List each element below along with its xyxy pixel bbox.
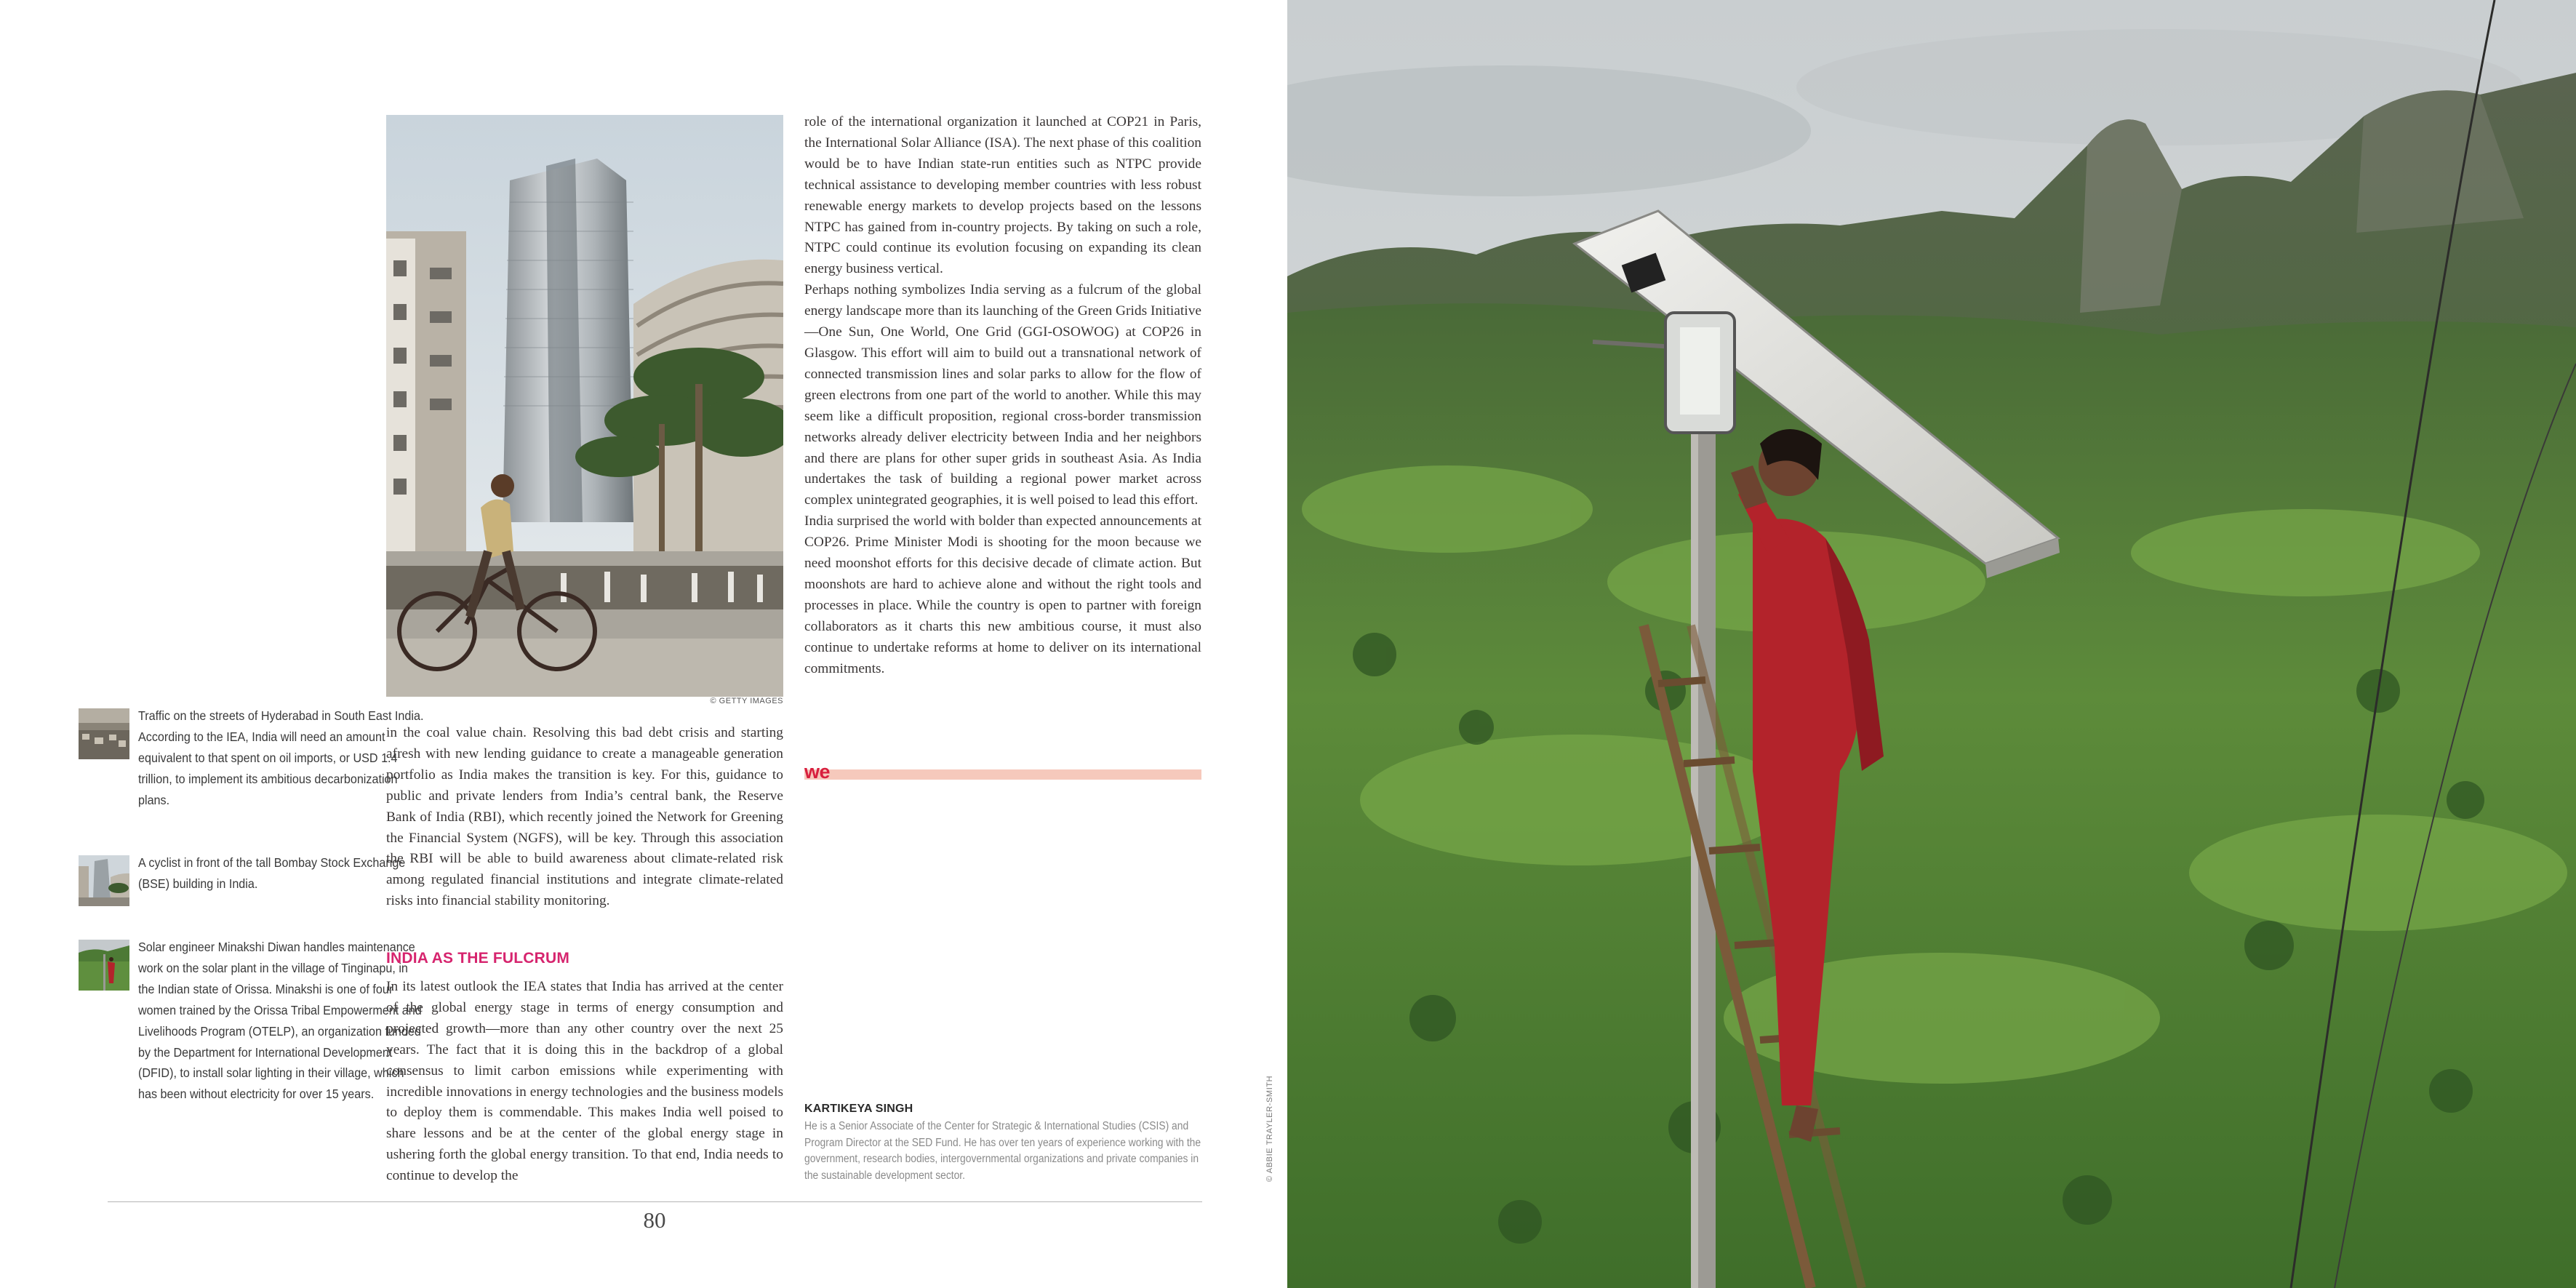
- body-column-a-top: [386, 723, 783, 912]
- left-page: [0, 0, 1287, 1288]
- body-column-a-bottom: [386, 977, 783, 1187]
- solar-engineer-photo: [1287, 0, 2576, 1288]
- body-paragraph: role of the international organization it launched at COP21 in Paris, the International Solar Alliance (ISA). The next phase of this coalition would be to have Indian state-run entities such as NTPC provide technical assistance to developing member countries with less robust renewable energy markets to develop projects based on the lessons NTPC has gained from in-country projects. By taking on such a role, NTPC could continue its evolution focusing on expanding its clean energy business vertical.: [804, 114, 1201, 277]
- caption-text: A cyclist in front of the tall Bombay Stock Exchange (BSE) building in India.: [138, 855, 406, 891]
- author-box: [804, 1103, 1212, 1184]
- body-paragraph: Perhaps nothing symbolizes India serving as a fulcrum of the global energy landscape more than its launching of the Green Grids Initiative—One Sun, One World, One Grid (GGI-OSOWOG) at COP26 in Glasgow. This effort will aim to build out a transnational network of connected transmission lines and solar parks to allow for the flow of green electrons from one part of the world to another. While this may seem like a difficult proposition, regional cross-border transmission networks already deliver electricity between India and her neighbors and there are plans for other super grids in southeast Asia. As India undertakes the task of building a regional power market across complex unintegrated geographies, it is well poised to lead this effort.: [804, 282, 1201, 508]
- bse-photo-credit: © GETTY IMAGES: [710, 697, 783, 705]
- author-name: KARTIKEYA SINGH: [804, 1103, 913, 1115]
- body-column-b: [804, 112, 1201, 679]
- section-heading: INDIA AS THE FULCRUM: [386, 950, 570, 967]
- author-bio: He is a Senior Associate of the Center for Strategic & International Studies (CSIS) and Program Director at the SED Fund. He has over ten years of experience working with the government, research bodies, intergovernmental organizations and private companies in the sustainable development sector.: [804, 1120, 1201, 1182]
- body-paragraph: In its latest outlook the IEA states that India has arrived at the center of the global energy stage in terms of energy consumption and projected growth—more than any other country over the next 25 years. The fact that it is doing this in the backdrop of a global consensus to limit carbon emissions while experimenting with incredible innovations in energy technologies and the business models to deploy them is commendable. This makes India well poised to share lessons and be at the center of the global energy stage in ushering forth the global energy transition. To that end, India needs to continue to develop the: [386, 979, 783, 1184]
- caption-thumbnail: [79, 940, 129, 991]
- caption-text: Solar engineer Minakshi Diwan handles maintenance work on the solar plant in the village of Tinginapu, in the Indian state of Orissa. Minakshi is one of four women trained by the Orissa Tribal Empowerment and Livelihoods Program (OTELP), an organization funded by the Department for International Development (DFID), to install solar lighting in their village, which has been without electricity for over 15 years.: [138, 940, 422, 1102]
- right-photo-credit: © ABBIE TRAYLER-SMITH: [1265, 1075, 1274, 1182]
- body-paragraph: India surprised the world with bolder than expected announcements at COP26. Prime Minister Modi is shooting for the moon because we need moonshot efforts for this decisive decade of climate action. But moonshots are hard to achieve alone and without the right tools and processes in place. While the country is open to partner with foreign collaborators as it charts this new ambitious course, it must also continue to undertake reforms at home to deliver on its international commitments.: [804, 513, 1201, 676]
- footer-rule: [108, 1201, 1202, 1202]
- caption-thumbnail: [79, 708, 129, 759]
- body-paragraph: in the coal value chain. Resolving this bad debt crisis and starting afresh with new lending guidance to create a manageable generation portfolio as India makes the transition is key. For this, guidance to public and private lenders from India’s central bank, the Reserve Bank of India (RBI), which recently joined the Network for Greening the Financial System (NGFS), will be key. Through this association the RBI will be able to build awareness about climate-related risk among regulated financial institutions and integrate climate-related risks into financial stability monitoring.: [386, 725, 783, 909]
- page-number: 80: [643, 1207, 666, 1233]
- we-logo: we: [804, 761, 831, 783]
- caption-text: Traffic on the streets of Hyderabad in South East India. According to the IEA, India will need an amount equivalent to that spent on oil imports, or USD 1.4 trillion, to implement its ambitious decarbonization plans.: [138, 708, 424, 807]
- end-mark-bar: [804, 761, 1201, 783]
- bse-photo: [386, 115, 783, 697]
- caption-thumbnail: [79, 855, 129, 906]
- end-mark-bar-fill: [804, 769, 1201, 780]
